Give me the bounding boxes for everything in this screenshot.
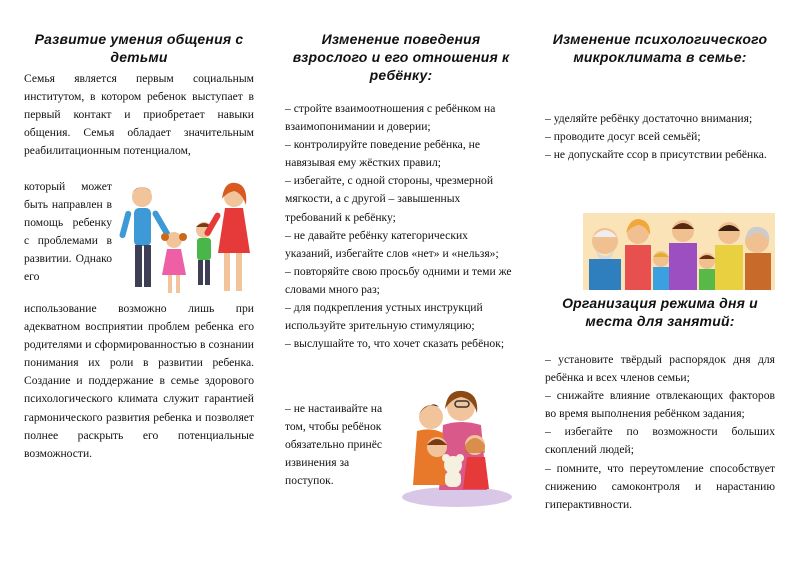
family-hug-illustration (395, 385, 517, 510)
paragraph-intro: Семья является первым социальным институтом, в котором ребенок выступает в первый контакт и приобретает навыки общения. Семья обладает значительным реабилитационным потенциалом, (24, 72, 254, 158)
list-item: – установите твёрдый распорядок дня для ребёнка и всех членов семьи; (545, 353, 775, 385)
list-item: – контролируйте поведение ребёнка, не навязывая ему жёстких правил; (285, 138, 480, 170)
section-title-adult-behavior: Изменение поведения взрослого и его отношения к ребёнку: (292, 31, 510, 83)
list-item: – повторяйте свою просьбу одними и теми же словами много раз; (285, 264, 512, 296)
list-item: – избегайте, с одной стороны, чрезмерной мягкости, а с другой – завышенных требований к ребёнку; (285, 174, 494, 224)
family-walking-illustration (112, 175, 262, 305)
paragraph-wrap: который может быть направлен в помощь ребенку с проблемами в развитии. Однако его (24, 180, 112, 284)
list-item: – не допускайте ссор в присутствии ребёнка. (545, 148, 767, 162)
list-item: – снижайте влияние отвлекающих факторов во время выполнения ребёнком задания; (545, 389, 775, 421)
list-item-last: – не настаивайте на том, чтобы ребёнок обязательно принёс извинения за поступок. (285, 402, 383, 488)
list-item: – избегайте по возможности больших скоплений людей; (545, 425, 775, 457)
section-title-communication: Развитие умения общения с детьми (34, 31, 244, 65)
paragraph-main: использование возможно лишь при адекватном восприятии проблем ребенка его родителями и сформированностью в сознании понимания их роли в развитии ребенка. Создание и поддержание в семье здорового психологического климата служит гарантией гармонического развития ребенка и позволяет полнее раскрыть его потенциальные возможности. (24, 302, 254, 460)
routine-list (545, 351, 775, 514)
section-title-microclimate: Изменение психологического микроклимата в семье: (552, 31, 768, 65)
list-item: – проводите досуг всей семьёй; (545, 130, 701, 144)
behavior-list (285, 100, 517, 353)
microclimate-list (545, 110, 775, 164)
big-family-illustration (583, 213, 775, 290)
list-item: – не давайте ребёнку категорических указаний, избегайте слов «нет» и «нельзя»; (285, 228, 499, 260)
list-item: – стройте взаимоотношения с ребёнком на взаимопонимании и доверии; (285, 102, 496, 134)
list-item: – помните, что переутомление способствует снижению самоконтроля и нарастанию гиперактивности. (545, 461, 775, 511)
list-item: – выслушайте то, что хочет сказать ребёнок; (285, 337, 505, 351)
list-item: – уделяйте ребёнку достаточно внимания; (545, 112, 753, 125)
section-title-daily-routine: Организация режима дня и места для занятий: (562, 295, 758, 329)
list-item: – для подкрепления устных инструкций используйте зрительную стимуляцию; (285, 301, 483, 333)
